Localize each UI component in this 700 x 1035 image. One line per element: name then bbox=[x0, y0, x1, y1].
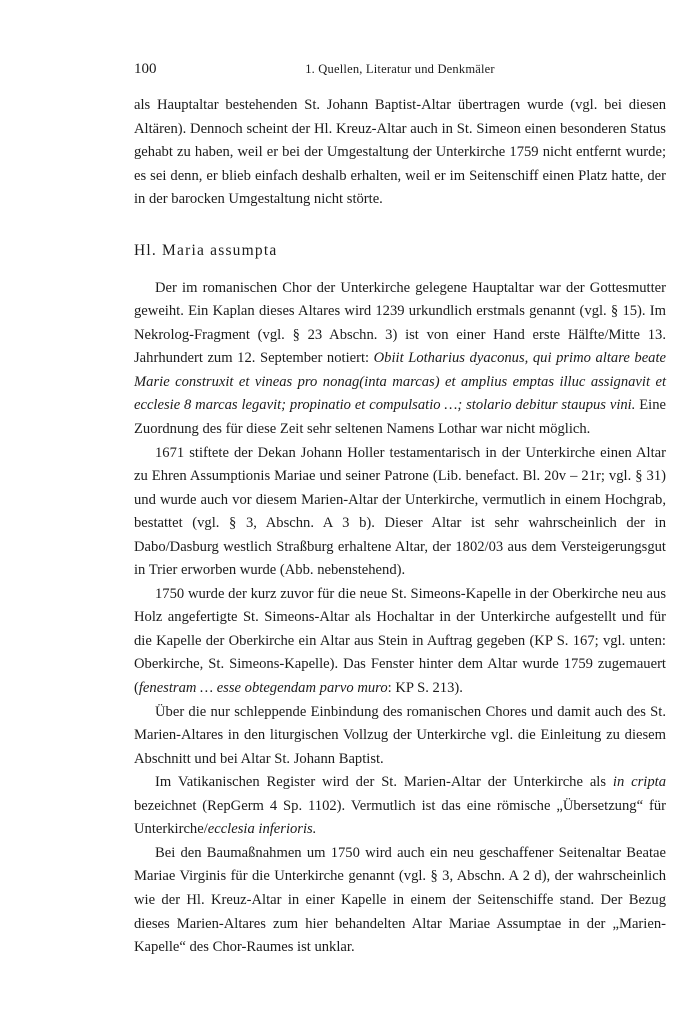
paragraph-text: Im Vatikanischen Register wird der St. Marien-Altar der Unterkirche als bbox=[155, 774, 613, 791]
paragraph-text: Der im romanischen Chor der Unterkirche gelegene Hauptaltar war der Gottesmutter geweiht. Ein Kaplan dieses Altares wird 1239 urkundlich erstmals genannt (vgl. § 15). Im Nekrolog-Fragment (vgl. § 23 Abschn. 3) ist von einer Hand erste Hälfte/Mitte 13. Jahrhundert zum 12. September notiert: bbox=[134, 279, 666, 367]
paragraph-vatican-register bbox=[134, 771, 666, 842]
paragraph-integration: Über die nur schleppende Einbindung des romanischen Chores und damit auch des St. Marien-Altares in den liturgischen Vollzug der Unterkirche vgl. die Einleitung zu diesem Abschnitt und bei Altar St. Johann Baptist. bbox=[134, 703, 666, 767]
paragraph-side-altar: Bei den Baumaßnahmen um 1750 wird auch ein neu geschaffener Seitenaltar Beatae Mariae Virginis für die Unterkirche genannt (vgl. § 3, Abschn. A 2 d), der wahrscheinlich wie der Hl. Kreuz-Altar in einer Kapelle in einem der Seitenschiffe stand. Der Bezug dieses Marien-Altares zum hier behandelten Altar Mariae Assumptae in der „Marien-Kapelle“ des Chor-Raumes ist unklar. bbox=[134, 844, 666, 956]
page-number: 100 bbox=[134, 61, 157, 77]
paragraph-text: bezeichnet (RepGerm 4 Sp. 1102). Vermutlich ist das eine römische „Übersetzung“ für Unterkirche/ bbox=[134, 797, 666, 838]
paragraph-text: 1750 wurde der kurz zuvor für die neue St. Simeons-Kapelle in der Oberkirche neu aus Holz angefertigte St. Simeons-Altar als Hochaltar in der Unterkirche aufgestellt und für die Kapelle der Oberkirche ein Altar aus Stein in Auftrag gegeben (KP S. 167; vgl. unten: Oberkirche, St. Simeons-Kapelle). Das Fenster hinter dem Altar wurde 1759 zugemauert ( bbox=[134, 585, 666, 697]
section-heading: Hl. Maria assumpta bbox=[134, 241, 278, 259]
paragraph-simeons-altar bbox=[134, 583, 666, 701]
intro-paragraph: als Hauptaltar bestehenden St. Johann Baptist-Altar übertragen wurde (vgl. bei diesen Altären). Dennoch scheint der Hl. Kreuz-Altar auch in St. Simeon einen besonderen Status gehabt zu haben, weil er bei der Umgestaltung der Unterkirche 1759 nicht entfernt wurde; es sei denn, er blieb einfach deshalb erhalten, weil er im Seitenschiff einen Platz hatte, der in der barocken Umgestaltung nicht störte. bbox=[134, 97, 666, 208]
paragraph-holler-foundation: 1671 stiftete der Dekan Johann Holler testamentarisch in der Unterkirche einen Altar zu Ehren Assumptionis Mariae und seiner Patrone (Lib. benefact. Bl. 20v – 21r; vgl. § 31) und wurde auch vor diesem Marien-Altar der Unterkirche, vermutlich in einem Hochgrab, bestattet (vgl. § 3, Abschn. A 3 b). Dieser Altar ist sehr wahrscheinlich der in Dabo/Dasburg westlich Straßburg erhaltene Altar, der 1802/03 aus dem Versteigerungsgut in Trier erworben wurde (Abb. nebenstehend). bbox=[134, 444, 666, 579]
paragraph-text: : KP S. 213). bbox=[387, 680, 463, 697]
paragraph-text: Eine Zuordnung des für diese Zeit sehr seltenen Namens Lothar war nicht möglich. bbox=[134, 397, 666, 438]
body-text bbox=[134, 94, 666, 960]
latin-term-cripta: in cripta bbox=[612, 774, 666, 791]
running-header bbox=[134, 58, 666, 80]
latin-quote-necrology: Obiit Lotharius dyaconus, qui primo altare beate Marie construxit et vineas pro nonag(inta marcas) et amplius emptas illuc assignavit et ecclesie 8 marcas legavit; propinatio et compulsatio …; stolario debitur staupus vini. bbox=[134, 350, 666, 414]
latin-quote-window: fenestram … esse obtegendam parvo muro bbox=[138, 680, 388, 697]
paragraph-altar-history bbox=[134, 277, 666, 442]
running-header-title: 1. Quellen, Literatur und Denkmäler bbox=[305, 62, 495, 76]
latin-term-ecclesia: ecclesia inferioris. bbox=[207, 821, 317, 838]
